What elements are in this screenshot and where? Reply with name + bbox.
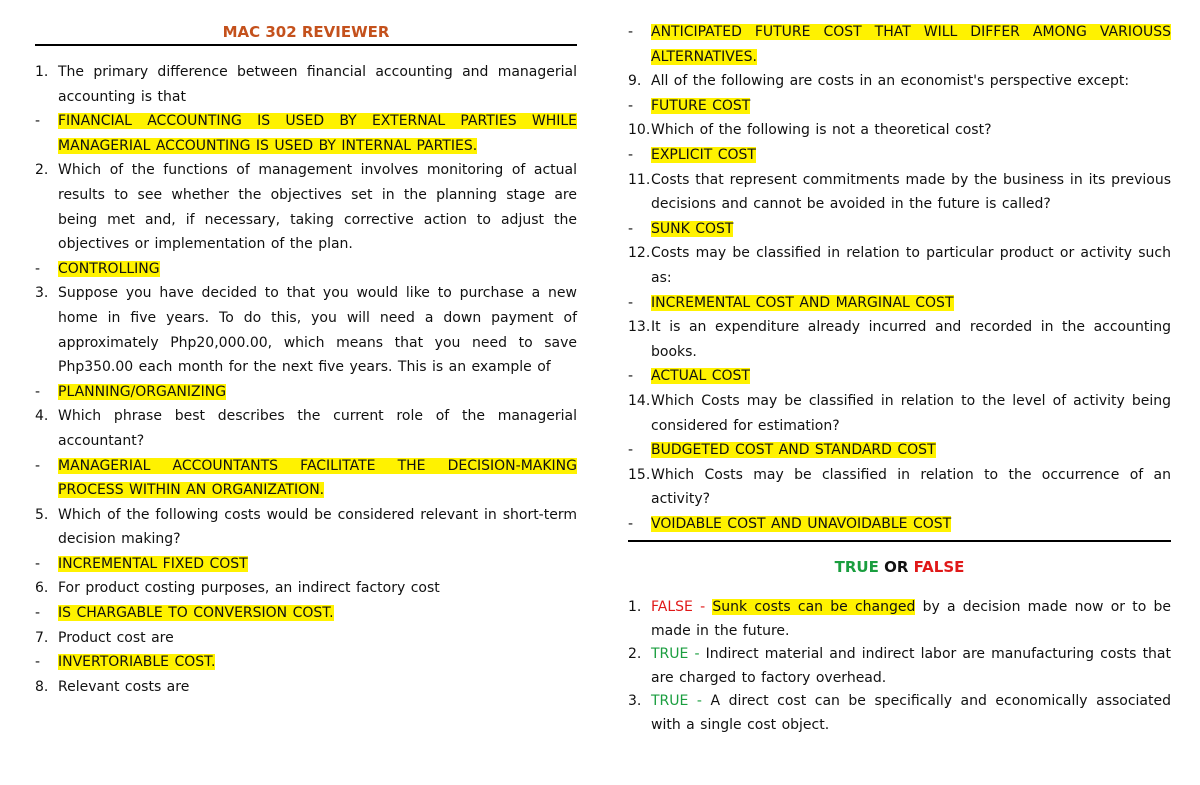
question-number: 1. (35, 64, 49, 80)
question-number: 15. (628, 466, 651, 483)
tf-separator: - (692, 599, 713, 616)
tf-item (628, 690, 1171, 737)
true-false-list (628, 596, 1171, 737)
right-question-list (628, 69, 1171, 536)
question-text: Product cost are (58, 629, 174, 646)
answer-wrap (58, 257, 577, 282)
answer-text: FUTURE COST (651, 97, 751, 114)
answer-8 (628, 20, 1171, 69)
question-text: Suppose you have decided to that you would like to purchase a new home in five years. To do this, you will need a down payment of approximately Php20,000.00, which means that you need to save Php350.00 each month for the next five years. This is an example of (58, 285, 577, 376)
answer-item (35, 380, 577, 405)
answer-text: INCREMENTAL FIXED COST (58, 555, 248, 572)
answer-item (628, 512, 1171, 537)
answer-text: CONTROLLING (58, 260, 160, 277)
answer-text: PLANNING/ORGANIZING (58, 383, 227, 400)
answer-text: VOIDABLE COST AND UNAVOIDABLE COST (651, 515, 952, 532)
question-number: 3. (35, 285, 49, 302)
question-number: 2. (35, 162, 49, 179)
heading-or: OR (884, 558, 909, 577)
tf-separator: - (688, 646, 706, 663)
answer-wrap (651, 143, 1171, 168)
answer-dash: - (35, 260, 41, 277)
question-text: Which of the following costs would be considered relevant in short-term decision making? (58, 506, 577, 548)
tf-statement: by a decision made now or to be made in the future. (651, 599, 1171, 639)
answer-dash: - (35, 555, 41, 572)
question-item (628, 69, 1171, 94)
answer-dash: - (35, 113, 41, 130)
question-item (35, 60, 577, 109)
answer-item (35, 601, 577, 626)
question-text: Costs that represent commitments made by the business in its previous decisions and cannot be avoided in the future is called? (651, 171, 1171, 213)
question-item (35, 503, 577, 552)
tf-item (628, 596, 1171, 643)
answer-text: ACTUAL COST (651, 368, 750, 385)
question-text: Which phrase best describes the current role of the managerial accountant? (58, 408, 577, 449)
answer-dash: - (628, 146, 634, 163)
question-text: It is an expenditure already incurred and recorded in the accounting books. (651, 319, 1171, 360)
answer-item (35, 257, 577, 282)
answer-item (628, 364, 1171, 389)
heading-true: TRUE (834, 558, 879, 577)
question-number: 12. (628, 245, 651, 262)
answer-item (628, 94, 1171, 119)
question-number: 10. (628, 122, 651, 139)
answer-dash: - (628, 97, 634, 114)
question-text: Costs may be classified in relation to particular product or activity such as: (651, 245, 1171, 286)
tf-number: 1. (628, 599, 642, 616)
answer-item (35, 650, 577, 675)
answer-item (35, 454, 577, 503)
question-number: 9. (628, 73, 642, 90)
answer-dash: - (628, 442, 634, 459)
question-number: 7. (35, 629, 49, 646)
question-number: 8. (35, 678, 49, 695)
tf-highlight: Sunk costs can be changed (712, 599, 916, 616)
question-item (35, 576, 577, 601)
answer-item (628, 438, 1171, 463)
answer-item (628, 143, 1171, 168)
question-number: 6. (35, 580, 49, 597)
answer-item (628, 217, 1171, 242)
answer-text: BUDGETED COST AND STANDARD COST (651, 442, 936, 459)
answer-wrap (651, 512, 1171, 537)
answer-wrap (651, 291, 1171, 316)
question-item (35, 675, 577, 700)
answer-wrap (651, 438, 1171, 463)
question-text: Which Costs may be classified in relation to the level of activity being considered for estimation? (651, 392, 1171, 434)
answer-item (35, 552, 577, 577)
question-text: Which of the functions of management involves monitoring of actual results to see whether the objectives set in the planning stage are being met and, if necessary, taking corrective action to adjust the objectives or implementation of the plan. (58, 162, 577, 253)
question-text: Which Costs may be classified in relation to the occurrence of an activity? (651, 466, 1171, 508)
answer-wrap (651, 364, 1171, 389)
answer-wrap (58, 380, 577, 405)
question-item (628, 315, 1171, 364)
answer-dash: - (628, 515, 634, 532)
left-column (35, 20, 577, 699)
question-item (628, 463, 1171, 512)
answer-text: INCREMENTAL COST AND MARGINAL COST (651, 294, 954, 311)
question-text: All of the following are costs in an economist's perspective except: (651, 73, 1130, 90)
question-number: 5. (35, 506, 49, 523)
answer-dash: - (628, 368, 634, 385)
question-text: Which of the following is not a theoretical cost? (651, 122, 992, 139)
tf-statement: Indirect material and indirect labor are manufacturing costs that are charged to factory overhead. (651, 646, 1171, 686)
answer-text: MANAGERIAL ACCOUNTANTS FACILITATE THE DECISION-MAKING PROCESS WITHIN AN ORGANIZATION. (58, 457, 577, 499)
question-item (628, 389, 1171, 438)
heading-false: FALSE (913, 558, 965, 577)
answer-wrap (651, 94, 1171, 119)
section-divider (628, 540, 1171, 542)
question-text: For product costing purposes, an indirect factory cost (58, 580, 440, 597)
right-column (628, 20, 1171, 737)
answer-text: ANTICIPATED FUTURE COST THAT WILL DIFFER AMONG VARIOUSS ALTERNATIVES. (651, 24, 1171, 65)
answer-wrap (651, 217, 1171, 242)
question-number: 4. (35, 408, 49, 425)
tf-verdict: FALSE (651, 599, 693, 616)
question-item (628, 241, 1171, 290)
tf-text (651, 596, 1171, 643)
question-item (628, 168, 1171, 217)
answer-dash: - (628, 220, 634, 237)
tf-item (628, 643, 1171, 690)
tf-number: 3. (628, 693, 642, 710)
answer-text: FINANCIAL ACCOUNTING IS USED BY EXTERNAL PARTIES WHILE MANAGERIAL ACCOUNTING IS USED BY INTERNAL PARTIES. (58, 113, 577, 154)
answer-wrap (58, 650, 577, 675)
question-item (628, 118, 1171, 143)
answer-dash: - (628, 294, 634, 311)
answer-dash: - (35, 383, 41, 400)
answer-text: IS CHARGABLE TO CONVERSION COST. (58, 605, 334, 622)
question-item (35, 281, 577, 379)
tf-statement: A direct cost can be specifically and economically associated with a single cost object. (651, 693, 1171, 733)
question-item (35, 158, 577, 256)
left-question-list (35, 60, 577, 699)
answer-dash: - (628, 24, 634, 40)
answer-dash: - (35, 605, 41, 622)
tf-text (651, 690, 1171, 737)
question-item (35, 626, 577, 651)
answer-wrap (58, 454, 577, 503)
tf-number: 2. (628, 646, 642, 663)
answer-dash: - (35, 654, 41, 671)
answer-text: SUNK COST (651, 220, 734, 237)
question-text: The primary difference between financial accounting and managerial accounting is that (58, 64, 577, 105)
answer-item (35, 109, 577, 158)
question-number: 13. (628, 319, 651, 336)
true-or-false-heading (628, 555, 1171, 579)
answer-wrap (58, 109, 577, 158)
answer-item (628, 291, 1171, 316)
question-number: 14. (628, 392, 651, 409)
question-text: Relevant costs are (58, 678, 190, 695)
page-title: MAC 302 REVIEWER (35, 20, 577, 46)
question-number: 11. (628, 171, 651, 188)
answer-text: INVERTORIABLE COST. (58, 654, 216, 671)
answer-wrap (58, 601, 577, 626)
answer-text: EXPLICIT COST (651, 146, 756, 163)
tf-separator: - (688, 693, 711, 710)
tf-verdict: TRUE (651, 693, 689, 710)
tf-verdict: TRUE (651, 646, 689, 663)
answer-wrap (58, 552, 577, 577)
answer-dash: - (35, 457, 41, 474)
question-item (35, 404, 577, 453)
tf-text (651, 643, 1171, 690)
